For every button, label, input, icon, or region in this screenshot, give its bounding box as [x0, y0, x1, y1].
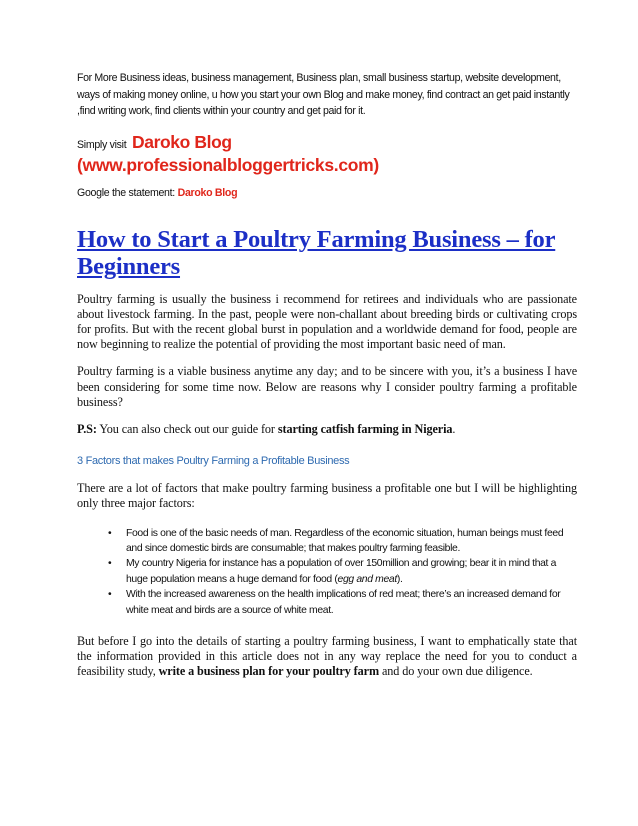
- factors-intro-paragraph: There are a lot of factors that make poultry farming business a profitable one but I will be highlighting only three major factors:: [77, 481, 577, 511]
- list-item: [108, 587, 577, 618]
- google-line: [77, 187, 577, 199]
- closing-text-after: and do your own due diligence.: [381, 664, 533, 679]
- factor-text: Food is one of the basic needs of man. Regardless of the economic situation, human beings must feed and since domestic birds are consumable; that makes poultry farming feasible.: [126, 527, 564, 554]
- catfish-guide-link[interactable]: starting catfish farming in Nigeria: [277, 421, 453, 436]
- closing-paragraph: [77, 634, 577, 680]
- ps-end: .: [452, 421, 456, 436]
- visit-line: [77, 132, 577, 153]
- factor-text-italic: egg and meat: [337, 573, 397, 585]
- factor-text-after: ).: [396, 573, 403, 585]
- document-page: [77, 70, 577, 680]
- article-title-link[interactable]: How to Start a Poultry Farming Business – for Beginners: [77, 225, 556, 280]
- reasons-paragraph: Poultry farming is a viable business anytime any day; and to be sincere with you, it’s a business I have been considering for some time now. Below are reasons why I consider poultry farming a profitable business?: [77, 364, 577, 409]
- factors-list: [77, 526, 577, 618]
- factor-text-before: My country Nigeria for instance has a population of over 150million and growing; bear it in mind that a huge population means a huge demand for food (: [126, 558, 557, 585]
- ps-paragraph: [77, 422, 577, 437]
- ps-label: P.S:: [77, 421, 97, 436]
- blog-url-link[interactable]: (www.professionalbloggertricks.com): [77, 154, 379, 175]
- bullet-icon: •: [108, 527, 112, 539]
- promo-paragraph: For More Business ideas, business management, Business plan, small business startup, website development, ways of making money online, u how you start your own Blog and make money, find contract an get paid instantly ,find writing work, find clients within your country and get paid for it.: [77, 72, 570, 117]
- closing-text-before: But before I go into the details of starting a poultry farming business, I want to emphatically state that the information provided in this article does not in any way replace the need for you to conduct a feasibility study,: [77, 633, 577, 679]
- factor-text: With the increased awareness on the health implications of red meat; there’s an increased demand for white meat and birds are a source of white meat.: [126, 589, 561, 616]
- bullet-icon: •: [108, 558, 112, 570]
- section-heading: 3 Factors that makes Poultry Farming a Profitable Business: [77, 455, 350, 468]
- business-plan-link[interactable]: write a business plan for your poultry farm: [158, 664, 379, 679]
- intro-paragraph: Poultry farming is usually the business i recommend for retirees and individuals who are passionate about livestock farming. In the past, people were non-challant about breeding birds or cultivating crops for profits. But with the recent global burst in population and a worldwide demand for food, people are now beginning to realize the potential of providing the most important basic need of man.: [77, 291, 577, 352]
- visit-prefix: Simply visit: [77, 138, 127, 151]
- bullet-icon: •: [108, 589, 112, 601]
- blog-name-link[interactable]: Daroko Blog: [132, 131, 232, 152]
- google-term: Daroko Blog: [177, 186, 238, 199]
- list-item: [108, 526, 577, 557]
- ps-text: You can also check out our guide for: [99, 421, 275, 436]
- google-prefix: Google the statement:: [77, 186, 175, 199]
- list-item: [108, 556, 577, 587]
